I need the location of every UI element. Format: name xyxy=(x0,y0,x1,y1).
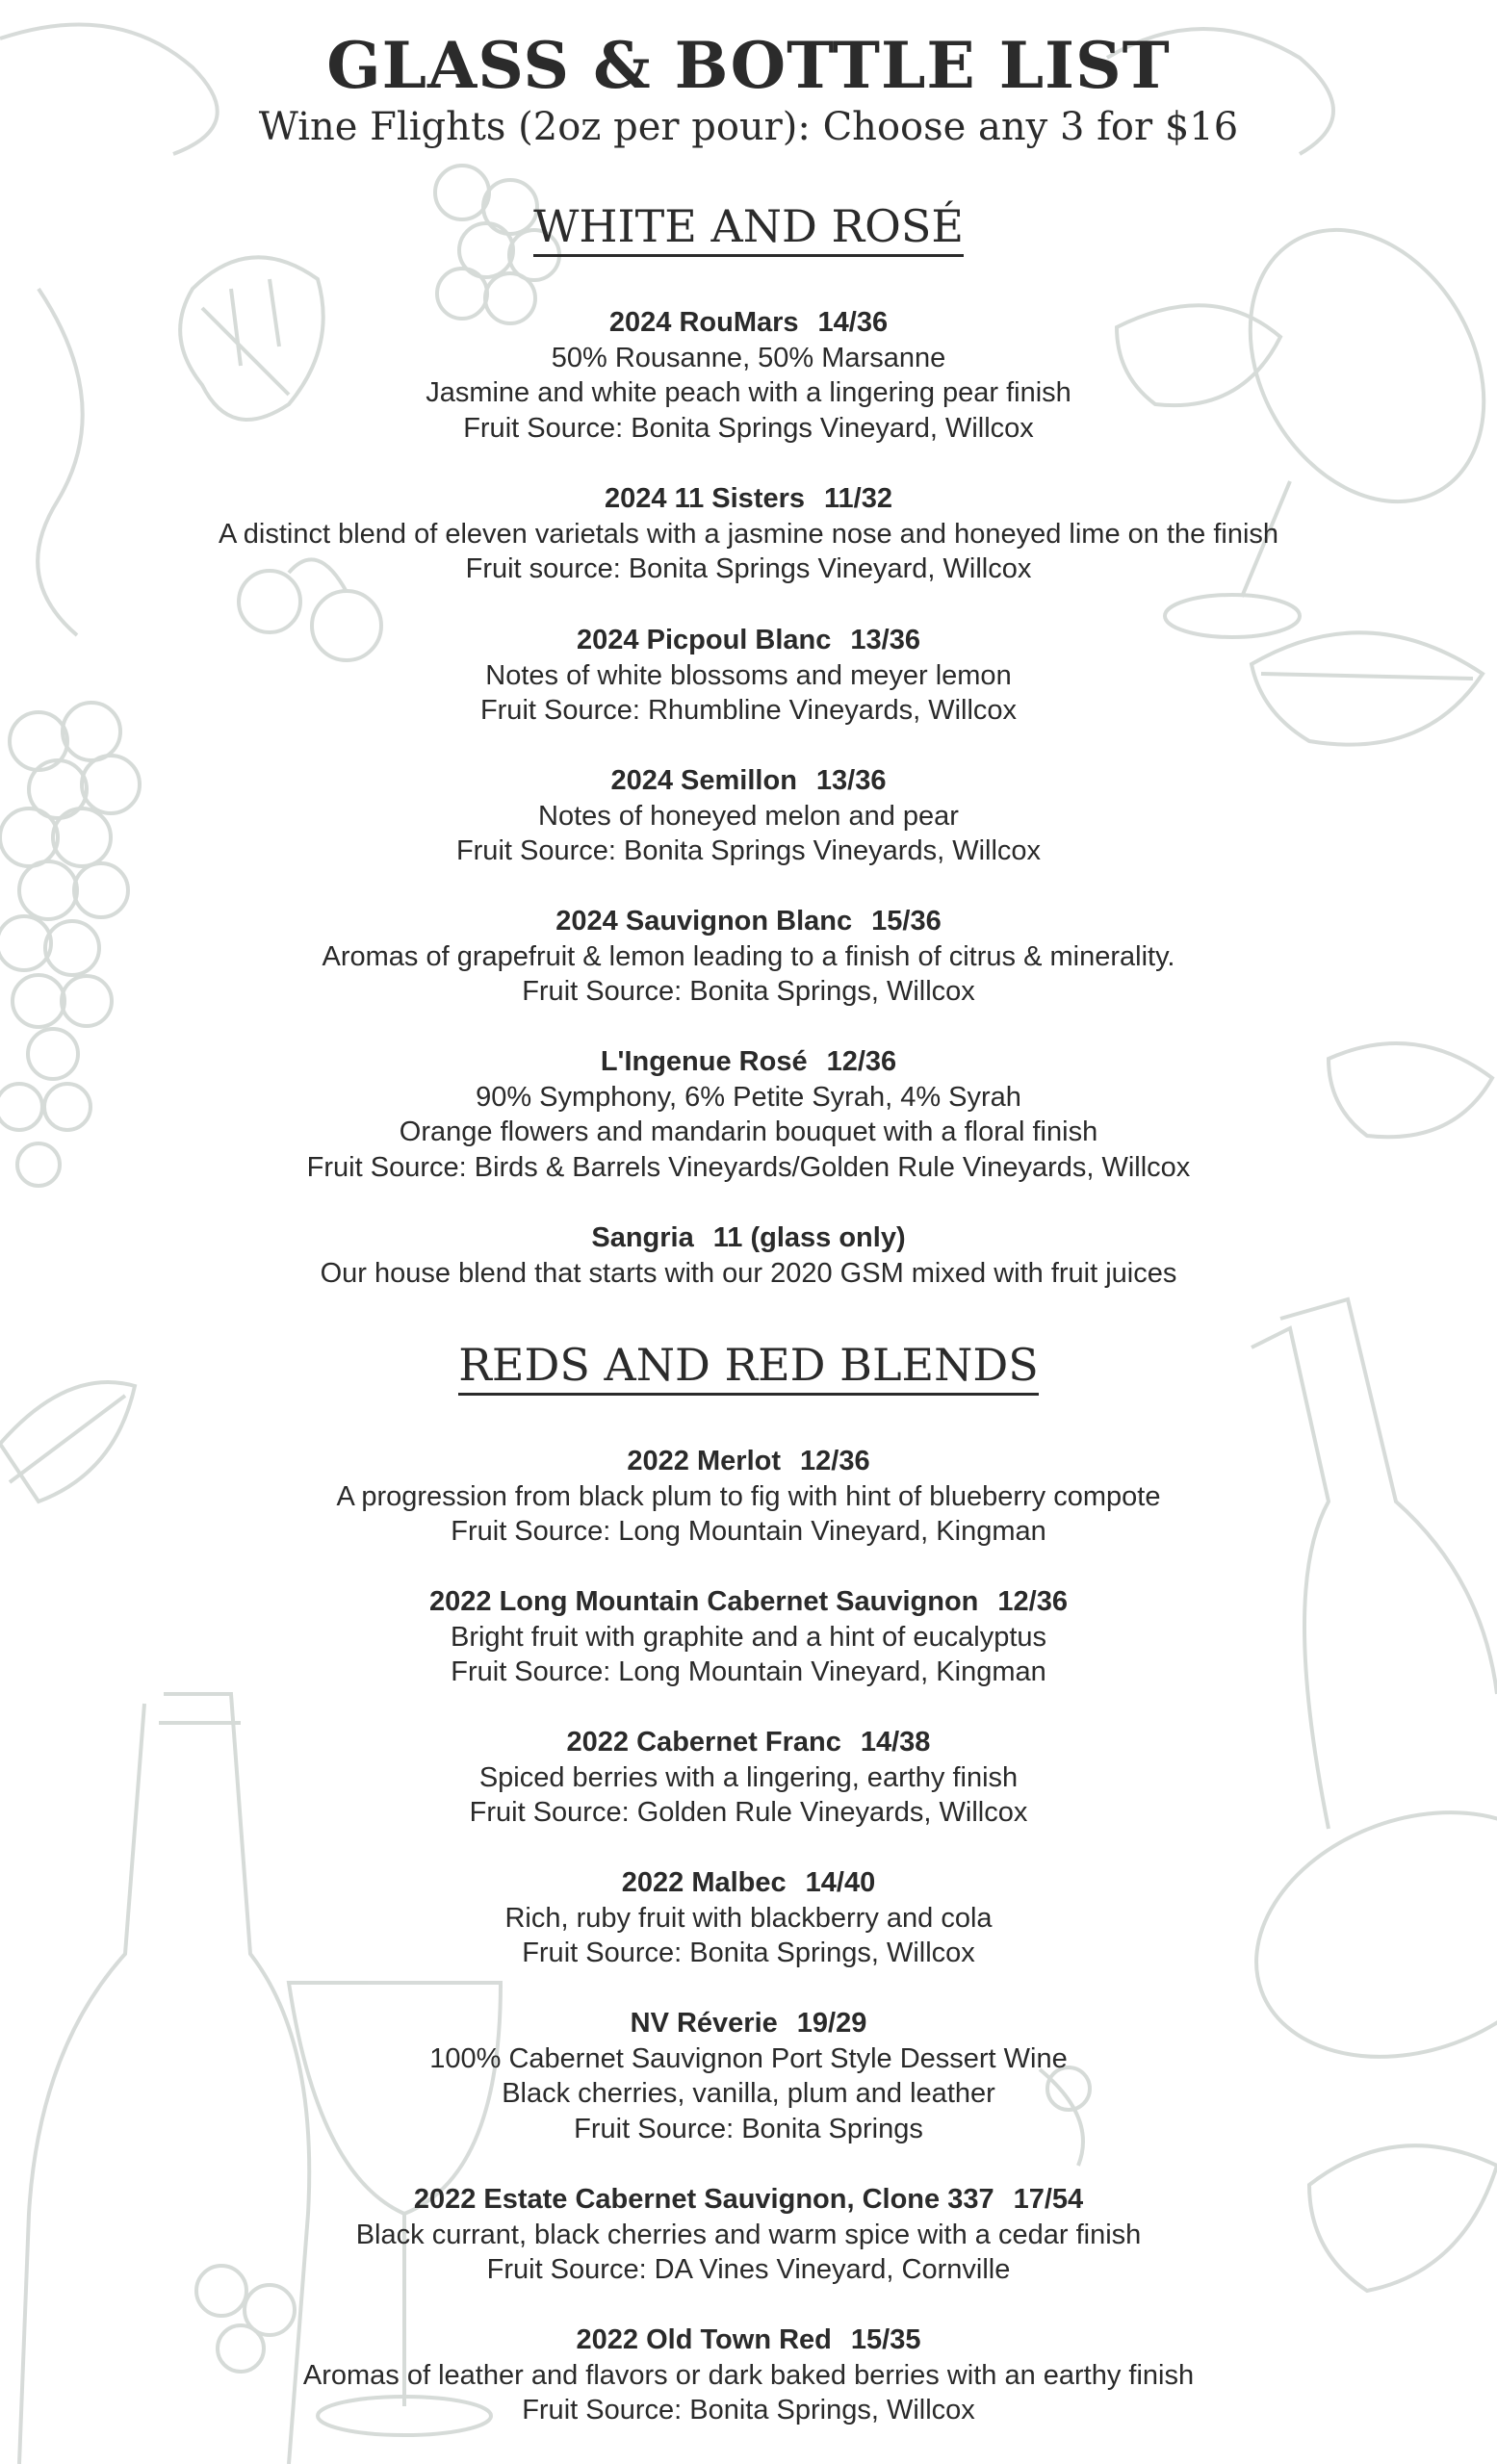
wine-name: 2022 Cabernet Franc xyxy=(566,1727,841,1758)
wine-source: Fruit Source: Long Mountain Vineyard, Kingman xyxy=(451,1656,1046,1688)
wine-name: 2024 Semillon xyxy=(610,765,797,796)
wine-entry-lingenue-rose xyxy=(0,1044,1497,1185)
wine-entry-roumars xyxy=(0,305,1497,446)
wine-entry-sauvignon-blanc xyxy=(0,904,1497,1010)
wine-source: Fruit Source: Long Mountain Vineyard, Kingman xyxy=(451,1516,1046,1548)
wine-description: Notes of honeyed melon and pear xyxy=(538,800,959,832)
wine-description: Orange flowers and mandarin bouquet with a floral finish xyxy=(399,1116,1098,1148)
wine-description: Bright fruit with graphite and a hint of eucalyptus xyxy=(450,1621,1047,1653)
wine-description: A progression from black plum to fig with hint of blueberry compote xyxy=(336,1480,1161,1512)
wine-description: Jasmine and white peach with a lingering pear finish xyxy=(426,377,1071,409)
wine-entry-reverie xyxy=(0,2006,1497,2146)
wine-source: Fruit Source: Birds & Barrels Vineyards/Golden Rule Vineyards, Willcox xyxy=(306,1151,1191,1183)
wine-name: 2022 Malbec xyxy=(621,1867,787,1898)
wine-entry-picpoul-blanc xyxy=(0,623,1497,729)
wine-price: 12/36 xyxy=(826,1046,897,1077)
wine-entry-sangria xyxy=(0,1220,1497,1291)
wine-entry-merlot xyxy=(0,1444,1497,1550)
wine-entry-long-mountain-cab xyxy=(0,1584,1497,1690)
wine-price: 15/35 xyxy=(850,2324,921,2355)
wine-price: 19/29 xyxy=(796,2008,867,2039)
wine-source: Fruit Source: Bonita Springs Vineyard, Willcox xyxy=(463,412,1034,444)
wine-description: Black cherries, vanilla, plum and leather xyxy=(502,2078,995,2110)
wine-description: Our house blend that starts with our 2020 GSM mixed with fruit juices xyxy=(320,1257,1177,1289)
wine-price: 15/36 xyxy=(871,906,942,937)
wine-price: 11 (glass only) xyxy=(712,1222,906,1253)
wine-name: 2024 11 Sisters xyxy=(605,483,806,514)
wine-entry-semillon xyxy=(0,763,1497,869)
wine-price: 13/36 xyxy=(850,625,920,655)
wine-entry-cabernet-franc xyxy=(0,1725,1497,1831)
wine-source: Fruit Source: Rhumbline Vineyards, Willcox xyxy=(479,695,1018,727)
wine-name: 2022 Merlot xyxy=(627,1446,781,1476)
wine-source: Fruit Source: Bonita Springs, Willcox xyxy=(522,976,975,1008)
wine-name: 2022 Old Town Red xyxy=(576,2324,832,2355)
wine-description: 50% Rousanne, 50% Marsanne xyxy=(551,342,946,373)
section-heading-white-rose: WHITE AND ROSÉ xyxy=(0,197,1497,255)
page-subtitle: Wine Flights (2oz per pour): Choose any 3 for $16 xyxy=(258,105,1239,149)
wine-description: 90% Symphony, 6% Petite Syrah, 4% Syrah xyxy=(476,1081,1021,1113)
wine-description: Rich, ruby fruit with blackberry and cola xyxy=(504,1902,993,1934)
wine-price: 14/40 xyxy=(805,1867,876,1898)
wine-price: 12/36 xyxy=(997,1586,1068,1617)
wine-description: Aromas of leather and flavors or dark baked berries with an earthy finish xyxy=(302,2359,1195,2391)
wine-name: 2024 Sauvignon Blanc xyxy=(555,906,853,937)
wine-entry-old-town-red xyxy=(0,2323,1497,2428)
wine-price: 17/54 xyxy=(1013,2184,1084,2215)
wine-source: Fruit Source: Bonita Springs, Willcox xyxy=(522,1938,975,1969)
wine-description: Spiced berries with a lingering, earthy finish xyxy=(478,1761,1019,1793)
wine-name: L'Ingenue Rosé xyxy=(600,1046,808,1077)
wine-name: 2022 Estate Cabernet Sauvignon, Clone 337 xyxy=(413,2184,994,2215)
wine-price: 12/36 xyxy=(800,1446,870,1476)
wine-entry-malbec xyxy=(0,1865,1497,1971)
wine-description: Aromas of grapefruit & lemon leading to a finish of citrus & minerality. xyxy=(322,940,1175,972)
wine-price: 13/36 xyxy=(815,765,887,796)
wine-description: Notes of white blossoms and meyer lemon xyxy=(485,659,1012,691)
wine-price: 14/36 xyxy=(817,307,889,338)
wine-name: 2024 RouMars xyxy=(608,307,799,338)
wine-description: Black currant, black cherries and warm spice with a cedar finish xyxy=(355,2219,1142,2250)
section-heading-reds: REDS AND RED BLENDS xyxy=(0,1336,1497,1394)
wine-price: 11/32 xyxy=(824,483,892,514)
wine-price: 14/38 xyxy=(860,1727,931,1758)
wine-name: Sangria xyxy=(591,1222,694,1253)
wine-source: Fruit Source: Bonita Springs xyxy=(574,2113,923,2144)
wine-source: Fruit source: Bonita Springs Vineyard, Willcox xyxy=(465,553,1032,585)
wine-source: Fruit Source: Bonita Springs Vineyards, Willcox xyxy=(455,835,1042,867)
wine-name: 2022 Long Mountain Cabernet Sauvignon xyxy=(429,1586,979,1617)
wine-source: Fruit Source: DA Vines Vineyard, Cornville xyxy=(486,2254,1011,2286)
wine-entry-estate-cab-clone-337 xyxy=(0,2182,1497,2288)
wine-description: 100% Cabernet Sauvignon Port Style Dessert Wine xyxy=(429,2042,1068,2074)
wine-entry-11-sisters xyxy=(0,481,1497,587)
wine-name: NV Réverie xyxy=(630,2008,778,2039)
wine-name: 2024 Picpoul Blanc xyxy=(577,625,832,655)
wine-description: A distinct blend of eleven varietals with a jasmine nose and honeyed lime on the finish xyxy=(218,518,1279,550)
wine-source: Fruit Source: Bonita Springs, Willcox xyxy=(522,2395,975,2426)
wine-source: Fruit Source: Golden Rule Vineyards, Willcox xyxy=(469,1797,1028,1829)
page-title: GLASS & BOTTLE LIST xyxy=(326,28,1171,103)
